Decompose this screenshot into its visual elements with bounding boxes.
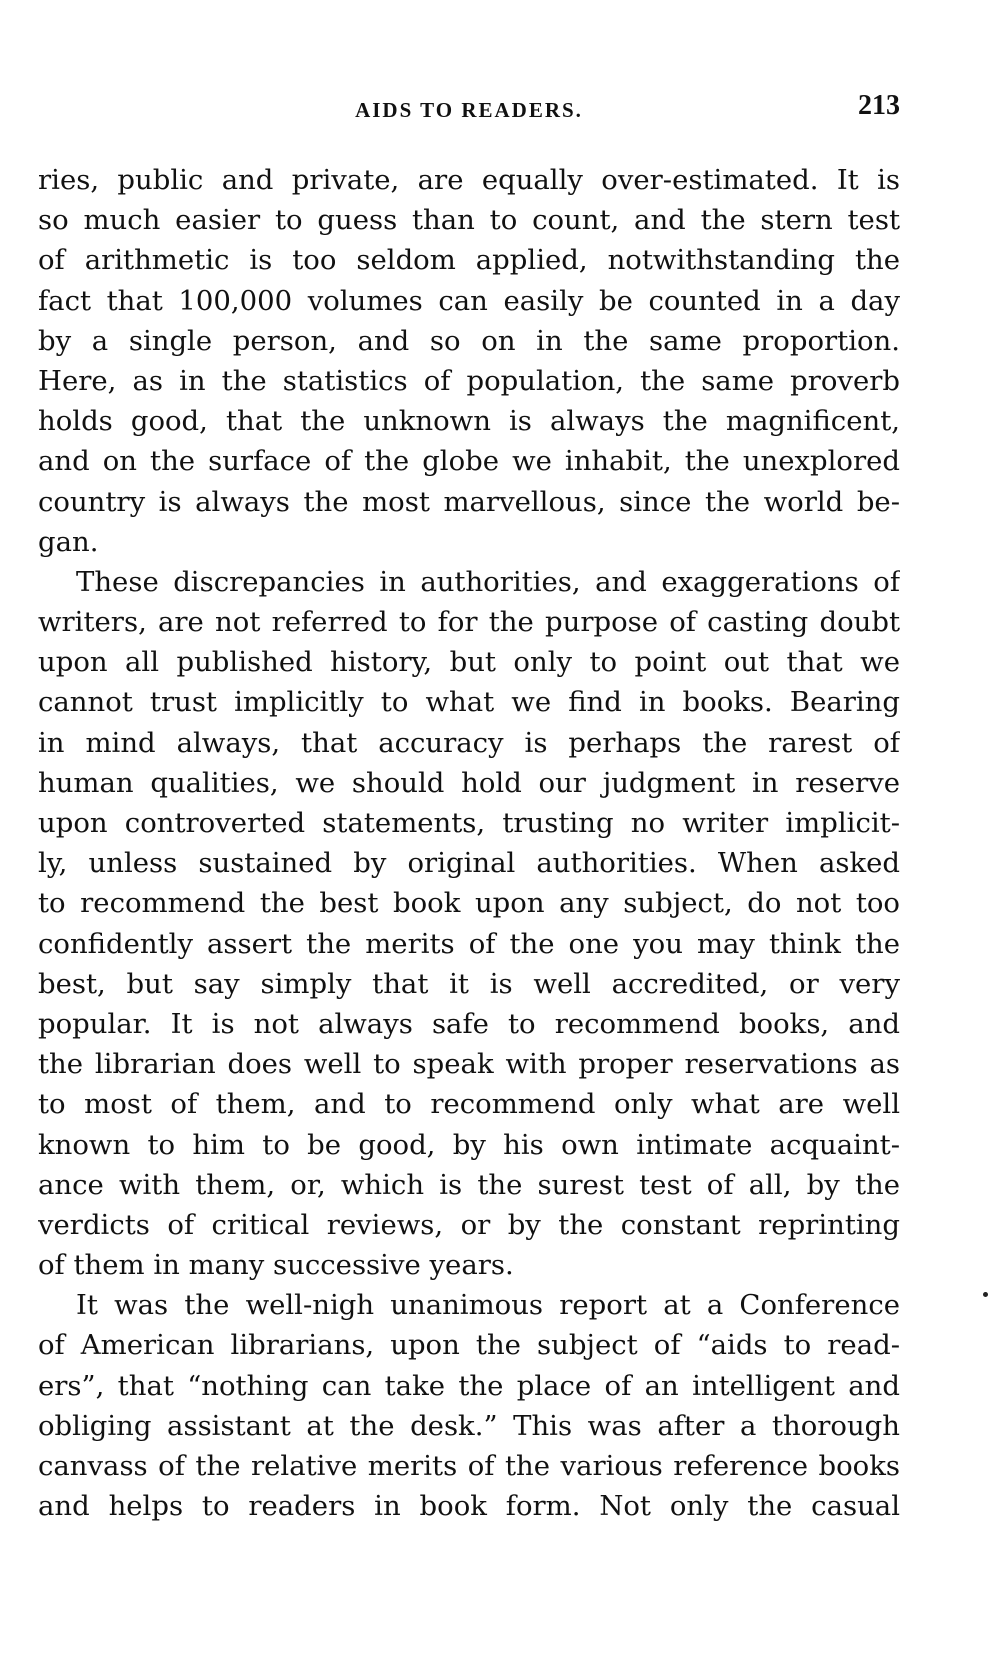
text-line: confidently assert the merits of the one you may think the xyxy=(38,927,900,960)
text-line: the librarian does well to speak with proper reservations as xyxy=(38,1048,900,1081)
text-line: It was the well-nigh unanimous report at a Conference xyxy=(76,1289,900,1322)
text-line: upon all published history, but only to point out that we xyxy=(38,646,900,679)
text-line: holds good, that the unknown is always the magnificent, xyxy=(38,405,900,438)
text-line: human qualities, we should hold our judgment in reserve xyxy=(38,766,900,799)
text-line: ers”, that “nothing can take the place of an intelligent and xyxy=(38,1369,900,1402)
text-line: to most of them, and to recommend only what are well xyxy=(38,1088,900,1121)
paragraph-1 xyxy=(38,160,900,562)
body-text xyxy=(38,160,900,1526)
running-head xyxy=(38,90,900,130)
text-line: to recommend the best book upon any subject, do not too xyxy=(38,887,900,920)
text-line: cannot trust implicitly to what we find in books. Bearing xyxy=(38,686,900,719)
paragraph-2 xyxy=(38,562,900,1285)
text-line: so much easier to guess than to count, and the stern test xyxy=(38,204,900,237)
text-line: upon controverted statements, trusting no writer implicit- xyxy=(38,807,900,839)
text-line: best, but say simply that it is well accredited, or very xyxy=(38,967,900,1000)
text-line: country is always the most marvellous, since the world be- xyxy=(38,485,900,518)
text-line: Here, as in the statistics of population, the same proverb xyxy=(38,364,900,397)
text-line: writers, are not referred to for the purpose of casting doubt xyxy=(38,606,900,639)
text-line: obliging assistant at the desk.” This was after a thorough xyxy=(38,1409,900,1442)
text-line: gan. xyxy=(38,525,99,558)
text-line: ries, public and private, are equally over-estimated. It is xyxy=(38,164,900,196)
page-number: 213 xyxy=(858,90,900,121)
text-line: ance with them, or, which is the surest test of all, by the xyxy=(38,1168,900,1201)
text-line: of them in many successive years. xyxy=(38,1249,514,1282)
running-title: AIDS TO READERS. xyxy=(355,98,583,122)
text-line: by a single person, and so on in the same proportion. xyxy=(38,324,900,357)
text-line: fact that 100,000 volumes can easily be counted in a day xyxy=(38,284,900,317)
text-line: in mind always, that accuracy is perhaps the rarest of xyxy=(38,726,900,759)
text-line: and helps to readers in book form. Not only the casual xyxy=(38,1490,900,1523)
text-line: and on the surface of the globe we inhabit, the unexplored xyxy=(38,445,900,478)
text-line: These discrepancies in authorities, and exaggerations of xyxy=(76,565,900,598)
margin-dot xyxy=(983,1292,988,1297)
text-line: known to him to be good, by his own intimate acquaint- xyxy=(38,1128,900,1161)
text-line: of arithmetic is too seldom applied, notwithstanding the xyxy=(38,244,900,277)
text-line: verdicts of critical reviews, or by the constant reprinting xyxy=(38,1208,900,1241)
text-line: of American librarians, upon the subject of “aids to read- xyxy=(38,1329,900,1362)
text-line: popular. It is not always safe to recommend books, and xyxy=(38,1007,900,1040)
text-line: canvass of the relative merits of the various reference books xyxy=(38,1450,900,1482)
text-line: ly, unless sustained by original authorities. When asked xyxy=(38,847,900,880)
paragraph-3 xyxy=(38,1285,900,1526)
